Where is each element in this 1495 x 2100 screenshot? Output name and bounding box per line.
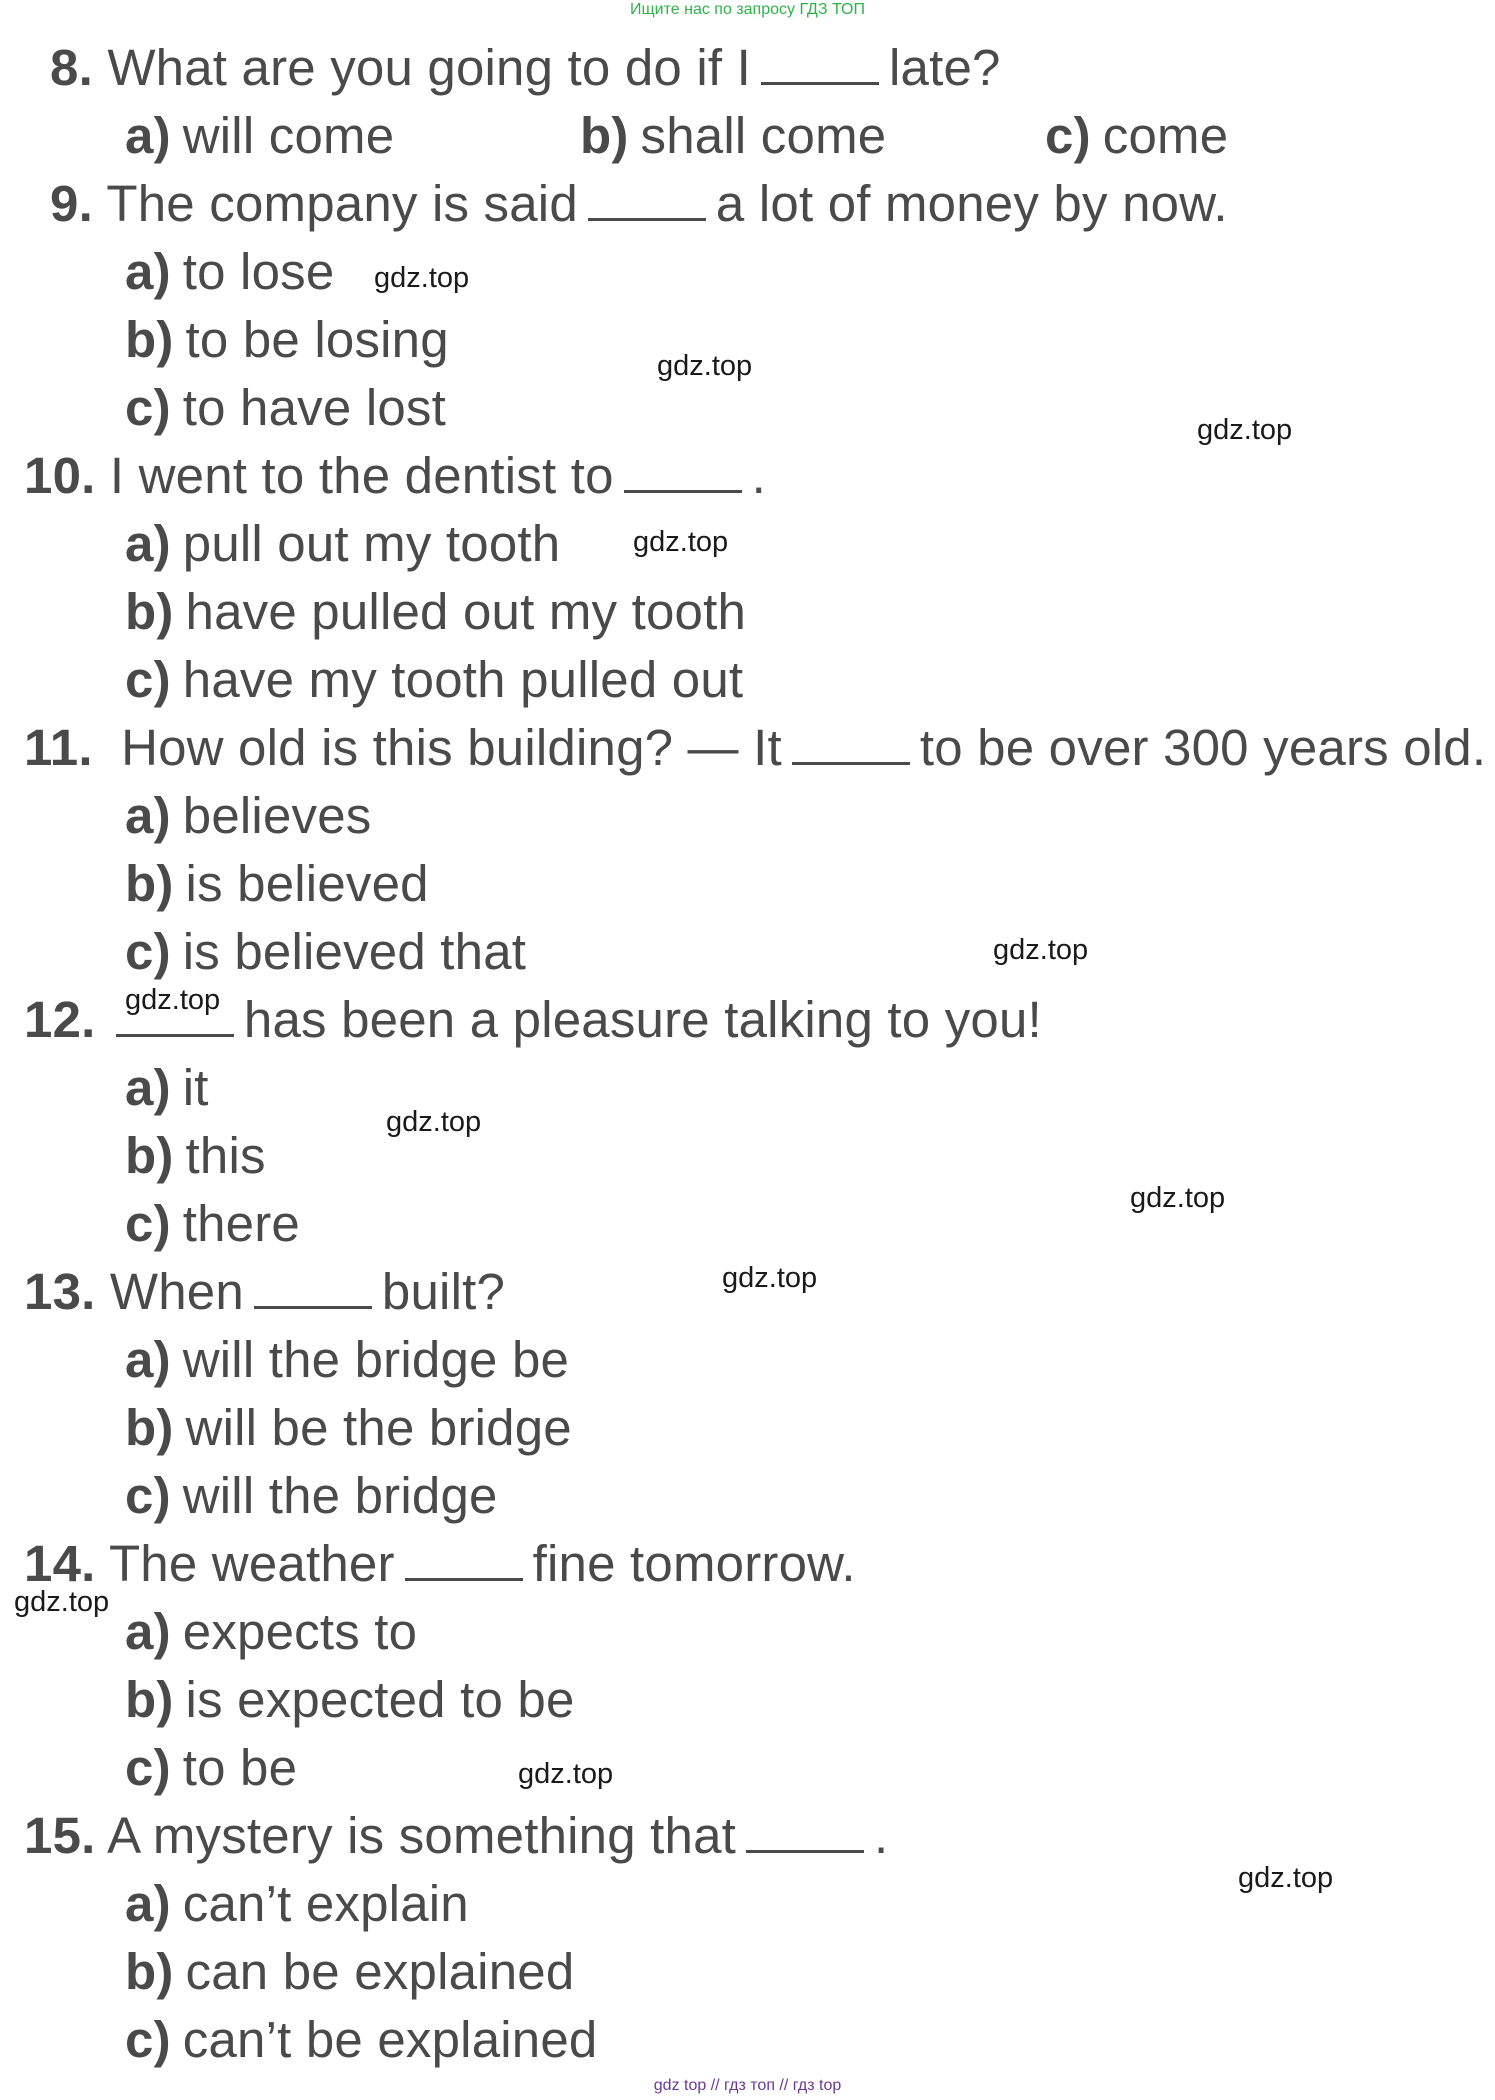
option-8b [580, 107, 887, 164]
watermark: gdz.top [993, 934, 1089, 966]
option-letter: b) [125, 583, 174, 640]
option-9c [125, 379, 446, 436]
watermark: gdz.top [722, 1262, 818, 1294]
option-text: come [1102, 107, 1229, 164]
question-8 [50, 39, 1001, 96]
option-letter: a) [125, 1331, 171, 1388]
watermark: gdz.top [374, 262, 470, 294]
option-text: it [182, 1059, 209, 1116]
option-letter: c) [125, 651, 171, 708]
answer-blank [761, 42, 879, 85]
option-text: is believed that [182, 923, 527, 980]
option-text: there [182, 1195, 300, 1252]
option-letter: c) [125, 1467, 171, 1524]
question-text-before: What are you going to do if I [107, 39, 751, 96]
option-text: is expected to be [185, 1671, 575, 1728]
question-text-before: When [109, 1263, 244, 1320]
option-text: can’t explain [182, 1875, 469, 1932]
watermark: gdz.top [518, 1758, 614, 1790]
question-14 [24, 1535, 856, 1592]
question-number: 8. [50, 39, 93, 96]
option-11b [125, 855, 429, 912]
question-text-after: a lot of money by now. [715, 175, 1228, 232]
question-text-before: A mystery is something that [107, 1807, 737, 1864]
option-letter: a) [125, 1603, 171, 1660]
watermark: gdz.top [14, 1586, 110, 1618]
option-letter: a) [125, 107, 171, 164]
option-14a [125, 1603, 418, 1660]
option-11a [125, 787, 372, 844]
option-letter: a) [125, 515, 171, 572]
option-14c [125, 1739, 298, 1796]
option-10c [125, 651, 744, 708]
option-text: will the bridge be [182, 1331, 570, 1388]
option-text: to be losing [185, 311, 449, 368]
option-letter: b) [580, 107, 629, 164]
option-text: shall come [640, 107, 887, 164]
question-13 [24, 1263, 506, 1320]
option-12c [125, 1195, 300, 1252]
question-text-before: The company is said [106, 175, 578, 232]
watermark: gdz.top [657, 350, 753, 382]
answer-blank [624, 450, 742, 493]
question-number: 14. [24, 1535, 96, 1592]
option-letter: c) [1045, 107, 1091, 164]
option-text: this [185, 1127, 266, 1184]
option-text: believes [182, 787, 372, 844]
question-number: 12. [24, 991, 96, 1048]
option-text: to have lost [182, 379, 446, 436]
watermark: gdz.top [633, 526, 729, 558]
question-9 [50, 175, 1228, 232]
top-banner: Ищите нас по запросу ГДЗ ТОП [630, 1, 865, 18]
question-10 [24, 447, 767, 504]
bottom-banner: gdz top // гдз топ // гдз top [653, 2077, 842, 2094]
option-9b [125, 311, 449, 368]
option-11c [125, 923, 527, 980]
option-10b [125, 583, 747, 640]
answer-blank [746, 1810, 864, 1853]
option-text: will the bridge [182, 1467, 498, 1524]
option-13c [125, 1467, 498, 1524]
option-letter: c) [125, 1739, 171, 1796]
option-letter: c) [125, 1195, 171, 1252]
option-text: will come [182, 107, 395, 164]
question-text-after: to be over 300 years old. [919, 719, 1487, 776]
option-text: can be explained [185, 1943, 575, 2000]
option-text: have pulled out my tooth [185, 583, 747, 640]
option-15b [125, 1943, 575, 2000]
option-letter: c) [125, 379, 171, 436]
option-letter: b) [125, 855, 174, 912]
question-text-after: late? [889, 39, 1001, 96]
option-text: to lose [182, 243, 335, 300]
question-text-after: has been a pleasure talking to you! [243, 991, 1042, 1048]
option-text: to be [182, 1739, 298, 1796]
question-text-before: How old is this building? — It [121, 719, 782, 776]
answer-blank [588, 178, 706, 221]
option-13b [125, 1399, 572, 1456]
option-letter: c) [125, 923, 171, 980]
question-text-after: . [874, 1807, 889, 1864]
option-15c [125, 2011, 598, 2068]
option-text: can’t be explained [182, 2011, 598, 2068]
option-9a [125, 243, 335, 300]
option-letter: b) [125, 1943, 174, 2000]
option-letter: a) [125, 787, 171, 844]
option-letter: b) [125, 1671, 174, 1728]
option-letter: b) [125, 1399, 174, 1456]
question-text-after: fine tomorrow. [532, 1535, 856, 1592]
question-text-after: built? [381, 1263, 506, 1320]
option-13a [125, 1331, 570, 1388]
option-letter: a) [125, 1875, 171, 1932]
option-text: pull out my tooth [182, 515, 561, 572]
option-text: have my tooth pulled out [182, 651, 744, 708]
watermark: gdz.top [1130, 1182, 1226, 1214]
option-12a [125, 1059, 209, 1116]
question-number: 13. [24, 1263, 96, 1320]
watermark: gdz.top [1197, 414, 1293, 446]
option-text: is believed [185, 855, 429, 912]
option-letter: b) [125, 1127, 174, 1184]
question-15 [24, 1807, 889, 1864]
question-text-before: The weather [108, 1535, 395, 1592]
question-number: 10. [24, 447, 96, 504]
option-letter: a) [125, 1059, 171, 1116]
question-text-after: . [751, 447, 767, 504]
option-8a [125, 107, 395, 164]
answer-blank [254, 1266, 372, 1309]
option-letter: b) [125, 311, 174, 368]
option-12b [125, 1127, 266, 1184]
answer-blank [405, 1538, 523, 1581]
option-text: expects to [182, 1603, 418, 1660]
question-text-before: I went to the dentist to [109, 447, 614, 504]
watermark: gdz.top [1238, 1862, 1334, 1894]
option-text: will be the bridge [185, 1399, 572, 1456]
watermark: gdz.top [386, 1106, 482, 1138]
question-11 [24, 719, 1487, 776]
watermark: gdz.top [125, 984, 221, 1016]
option-8c [1045, 107, 1229, 164]
option-letter: a) [125, 243, 171, 300]
option-15a [125, 1875, 469, 1932]
option-10a [125, 515, 561, 572]
option-14b [125, 1671, 575, 1728]
option-letter: c) [125, 2011, 171, 2068]
answer-blank [792, 722, 910, 765]
question-number: 11. [24, 719, 93, 776]
question-number: 9. [50, 175, 93, 232]
question-number: 15. [24, 1807, 96, 1864]
